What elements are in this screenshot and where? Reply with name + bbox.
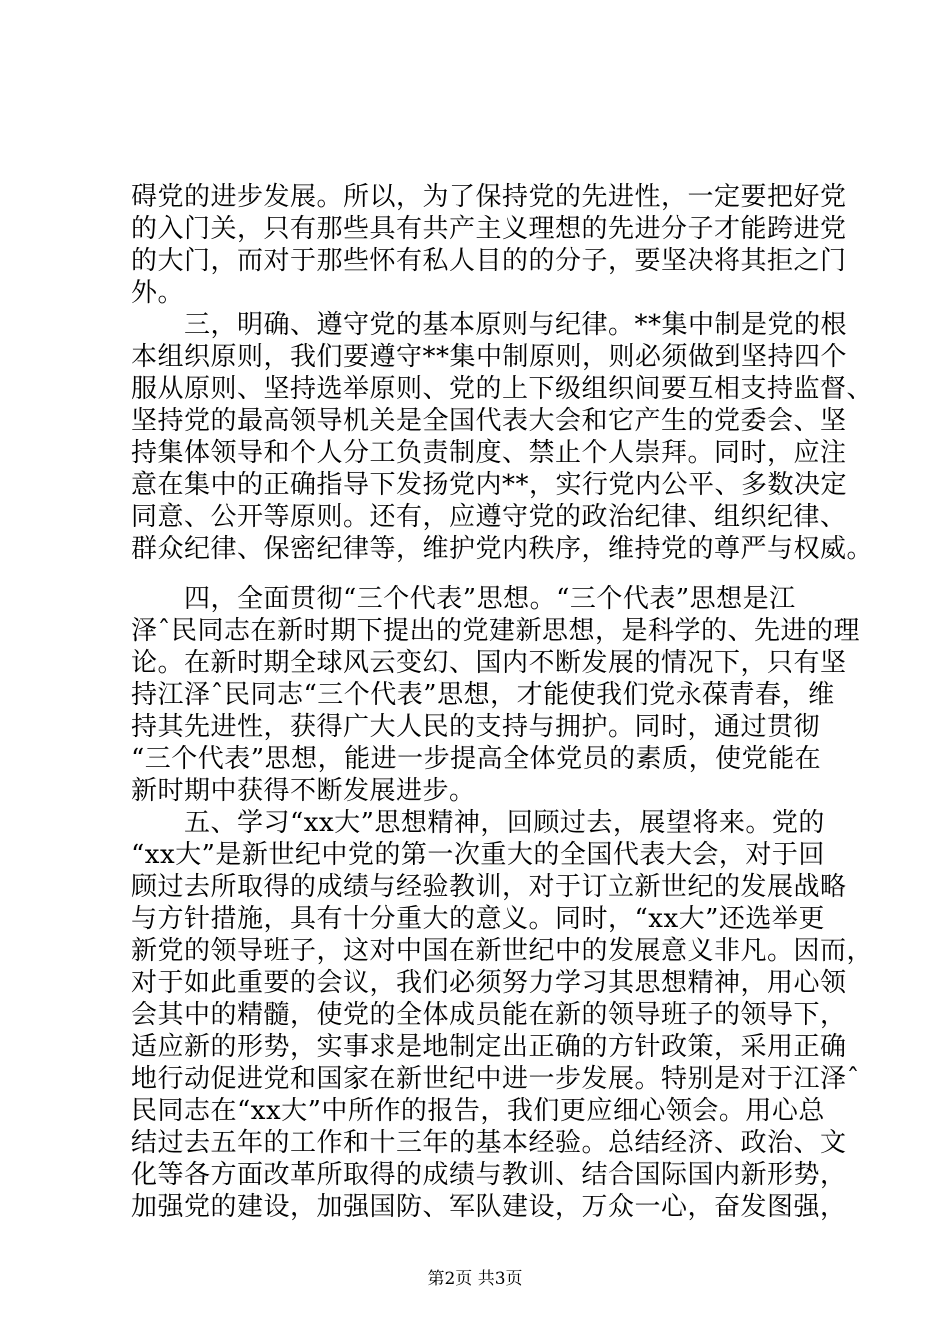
text-line: 群众纪律、保密纪律等，维护党内秩序，维持党的尊严与权威。	[131, 534, 874, 564]
text-line: 五、学习“xx大”思想精神，回顾过去，展望将来。党的	[131, 808, 825, 838]
text-line: 对于如此重要的会议，我们必须努力学习其思想精神，用心领	[131, 968, 847, 998]
text-line: “xx大”是新世纪中党的第一次重大的全国代表大会，对于回	[131, 840, 825, 870]
text-line: 的入门关，只有那些具有共产主义理想的先进分子才能跨进党	[131, 214, 847, 244]
text-line: 同意、公开等原则。还有，应遵守党的政治纪律、组织纪律、	[131, 502, 847, 532]
text-line: “三个代表”思想，能进一步提高全体党员的素质，使党能在	[131, 744, 822, 774]
text-line: 论。在新时期全球风云变幻、国内不断发展的情况下，只有坚	[131, 648, 847, 678]
text-line: 碍党的进步发展。所以，为了保持党的先进性，一定要把好党	[131, 182, 847, 212]
text-line: 外。	[131, 278, 185, 308]
text-line: 地行动促进党和国家在新世纪中进一步发展。特别是对于江泽ˆ	[131, 1064, 861, 1094]
text-line: 顾过去所取得的成绩与经验教训，对于订立新世纪的发展战略	[131, 872, 847, 902]
text-line: 新时期中获得不断发展进步。	[131, 776, 476, 806]
text-line: 四，全面贯彻“三个代表”思想。“三个代表”思想是江	[131, 584, 796, 614]
text-line: 本组织原则，我们要遵守**集中制原则，则必须做到坚持四个	[131, 342, 848, 372]
text-line: 坚持党的最高领导机关是全国代表大会和它产生的党委会、坚	[131, 406, 847, 436]
text-line: 适应新的形势，实事求是地制定出正确的方针政策，采用正确	[131, 1032, 847, 1062]
text-line: 加强党的建设，加强国防、军队建设，万众一心，奋发图强，	[131, 1192, 847, 1222]
text-line: 化等各方面改革所取得的成绩与教训、结合国际国内新形势，	[131, 1160, 847, 1190]
text-line: 三，明确、遵守党的基本原则与纪律。**集中制是党的根	[131, 310, 848, 340]
text-line: 结过去五年的工作和十三年的基本经验。总结经济、政治、文	[131, 1128, 847, 1158]
text-line: 泽ˆ民同志在新时期下提出的党建新思想，是科学的、先进的理	[131, 616, 861, 646]
text-line: 持江泽ˆ民同志“三个代表”思想，才能使我们党永葆青春，维	[131, 680, 835, 710]
text-line: 新党的领导班子，这对中国在新世纪中的发展意义非凡。因而，	[131, 936, 874, 966]
text-line: 持其先进性，获得广大人民的支持与拥护。同时，通过贯彻	[131, 712, 821, 742]
text-line: 的大门，而对于那些怀有私人目的的分子，要坚决将其拒之门	[131, 246, 847, 276]
text-line: 会其中的精髓，使党的全体成员能在新的领导班子的领导下，	[131, 1000, 847, 1030]
text-line: 民同志在“xx大”中所作的报告，我们更应细心领会。用心总	[131, 1096, 825, 1126]
page-number-footer: 第2页 共3页	[427, 1269, 523, 1289]
text-line: 意在集中的正确指导下发扬党内**，实行党内公平、多数决定	[131, 470, 848, 500]
text-line: 持集体领导和个人分工负责制度、禁止个人崇拜。同时，应注	[131, 438, 847, 468]
text-line: 与方针措施，具有十分重大的意义。同时，“xx大”还选举更	[131, 904, 825, 934]
text-line: 服从原则、坚持选举原则、党的上下级组织间要互相支持监督、	[131, 374, 874, 404]
